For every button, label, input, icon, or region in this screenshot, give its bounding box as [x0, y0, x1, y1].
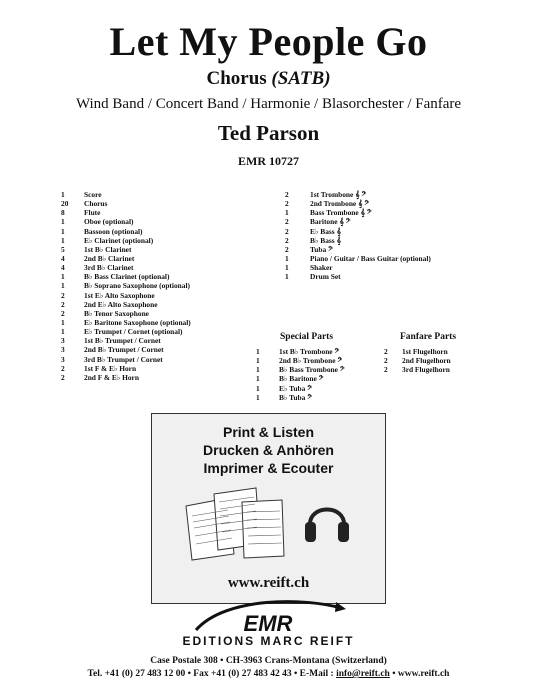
part-row: [61, 345, 191, 354]
part-name: 1st Trombone 𝄞 𝄢: [310, 190, 367, 199]
part-row: [61, 373, 191, 382]
part-name: 2nd F & E♭ Horn: [84, 372, 139, 382]
part-name: Piano / Guitar / Bass Guitar (optional): [310, 253, 431, 263]
part-quantity: 2: [61, 363, 65, 373]
part-quantity: 1: [61, 281, 65, 291]
part-name: Drum Set: [310, 272, 341, 282]
part-name: 3rd B♭ Trumpet / Cornet: [84, 354, 163, 364]
part-quantity: 1: [61, 190, 65, 199]
part-row: [256, 356, 345, 365]
part-name: 1st B♭ Trumpet / Cornet: [84, 336, 161, 346]
part-row: [256, 384, 345, 393]
part-quantity: 1: [61, 235, 65, 245]
part-quantity: 1: [256, 365, 260, 375]
publisher-contact: [0, 669, 537, 679]
part-row: [285, 190, 431, 199]
emr-logo-mark: EMR: [243, 611, 293, 636]
part-name: E♭ Bass 𝄞: [310, 226, 341, 236]
subtitle-main: Chorus: [206, 68, 267, 89]
part-row: [384, 347, 451, 356]
part-row: [384, 365, 451, 374]
part-name: B♭ Bass Clarinet (optional): [84, 272, 170, 282]
part-name: Score: [84, 190, 102, 199]
part-quantity: 1: [285, 272, 289, 282]
part-name: 1st B♭ Trombone 𝄢: [279, 347, 340, 356]
part-quantity: 2: [285, 217, 289, 227]
part-quantity: 3: [61, 336, 65, 346]
part-quantity: 1: [256, 383, 260, 393]
part-name: B♭ Baritone 𝄢: [279, 374, 324, 384]
part-name: Shaker: [310, 263, 333, 273]
part-quantity: 1: [61, 272, 65, 282]
subtitle: [0, 68, 537, 90]
part-quantity: 2: [61, 372, 65, 382]
part-name: 2nd B♭ Trombone 𝄢: [279, 356, 343, 366]
part-name: 1st Flugelhorn: [402, 347, 448, 356]
part-quantity: 2: [285, 235, 289, 245]
part-quantity: 2: [61, 290, 65, 300]
part-quantity: 1: [256, 374, 260, 384]
part-name: Bass Trombone 𝄞 𝄢: [310, 208, 372, 218]
part-quantity: 1: [256, 356, 260, 366]
part-row: [384, 356, 451, 365]
part-row: [61, 227, 191, 236]
part-name: Flute: [84, 208, 101, 218]
part-name: 2nd Flugelhorn: [402, 356, 451, 366]
composer: Ted Parson: [217, 121, 320, 145]
catalog-number: EMR 10727: [238, 154, 299, 168]
part-row: [61, 364, 191, 373]
part-quantity: 1: [61, 226, 65, 236]
part-name: 2nd Trombone 𝄞 𝄢: [310, 199, 370, 209]
part-row: [61, 263, 191, 272]
part-row: [61, 300, 191, 309]
part-row: [61, 208, 191, 217]
fanfare-parts-heading: Fanfare Parts: [400, 332, 457, 342]
part-name: E♭ Clarinet (optional): [84, 235, 154, 245]
part-name: E♭ Trumpet / Cornet (optional): [84, 327, 183, 337]
part-row: [256, 393, 345, 402]
part-row: [285, 272, 431, 281]
part-row: [61, 281, 191, 290]
publisher-name: EDITIONS MARC REIFT: [182, 634, 355, 648]
subtitle-voicing: (SATB): [271, 68, 331, 89]
part-quantity: 5: [61, 244, 65, 254]
part-quantity: 1: [61, 217, 65, 227]
part-row: [285, 199, 431, 208]
part-quantity: 1: [285, 263, 289, 273]
part-row: [61, 272, 191, 281]
headphones-icon: [302, 492, 352, 550]
promo-line-en: Print & Listen: [222, 424, 314, 440]
part-name: E♭ Baritone Saxophone (optional): [84, 317, 191, 327]
publisher-address: Case Postale 308 • CH-3963 Crans-Montana (Switzerland): [150, 656, 387, 666]
contact-email-link[interactable]: info@reift.ch: [336, 669, 390, 679]
part-name: Tuba 𝄢: [310, 244, 333, 254]
part-name: B♭ Tenor Saxophone: [84, 308, 149, 318]
part-quantity: 4: [61, 253, 65, 263]
part-quantity: 3: [61, 345, 65, 355]
part-quantity: 1: [61, 317, 65, 327]
part-row: [61, 355, 191, 364]
part-quantity: 8: [61, 208, 65, 218]
part-row: [61, 199, 191, 208]
page-title: Let My People Go: [109, 19, 428, 64]
part-name: 3rd Flugelhorn: [402, 365, 450, 375]
part-quantity: 1: [256, 392, 260, 402]
band-types: Wind Band / Concert Band / Harmonie / Blasorchester / Fanfare: [75, 96, 462, 112]
sheet-music-icon: [180, 484, 290, 562]
part-quantity: 2: [285, 199, 289, 209]
part-quantity: 2: [384, 356, 388, 366]
part-quantity: 3: [61, 354, 65, 364]
part-quantity: 2: [384, 365, 388, 375]
promo-line-fr: Imprimer & Ecouter: [203, 460, 334, 476]
part-quantity: 1: [285, 253, 289, 263]
part-name: Oboe (optional): [84, 217, 134, 227]
part-row: [256, 365, 345, 374]
part-row: [61, 217, 191, 226]
part-name: 2nd B♭ Clarinet: [84, 253, 135, 263]
part-row: [256, 347, 345, 356]
promo-line-de: Drucken & Anhören: [203, 442, 334, 458]
part-row: [61, 291, 191, 300]
part-row: [256, 374, 345, 383]
part-quantity: 2: [285, 226, 289, 236]
part-name: Bassoon (optional): [84, 226, 143, 236]
part-quantity: 2: [285, 190, 289, 199]
part-name: Chorus: [84, 199, 108, 209]
part-name: E♭ Tuba 𝄢: [279, 383, 312, 393]
part-row: [61, 327, 191, 336]
part-name: 3rd B♭ Clarinet: [84, 263, 134, 273]
part-row: [61, 254, 191, 263]
part-name: 1st E♭ Alto Saxophone: [84, 290, 155, 300]
promo-url[interactable]: www.reift.ch: [227, 575, 310, 591]
part-row: [61, 318, 191, 327]
part-name: B♭ Soprano Saxophone (optional): [84, 281, 190, 291]
part-row: [285, 217, 431, 226]
part-quantity: 1: [61, 327, 65, 337]
contact-phone-fax: Tel. +41 (0) 27 483 12 00 • Fax +41 (0) 27 483 42 43 • E-Mail :: [87, 669, 337, 679]
parts-list-left: [61, 190, 191, 382]
parts-list-right: [285, 190, 431, 281]
part-row: [61, 245, 191, 254]
special-parts-heading: Special Parts: [280, 332, 334, 342]
part-name: B♭ Tuba 𝄢: [279, 392, 312, 402]
contact-website: • www.reift.ch: [389, 669, 450, 679]
part-quantity: 1: [285, 208, 289, 218]
part-row: [61, 336, 191, 345]
part-quantity: 2: [384, 347, 388, 356]
part-quantity: 2: [61, 308, 65, 318]
part-name: 1st B♭ Clarinet: [84, 244, 132, 254]
part-row: [285, 208, 431, 217]
part-row: [285, 227, 431, 236]
part-name: B♭ Bass Trombone 𝄢: [279, 365, 345, 375]
part-row: [61, 236, 191, 245]
part-quantity: 1: [256, 347, 260, 356]
part-row: [285, 236, 431, 245]
part-name: B♭ Bass 𝄞: [310, 235, 341, 245]
print-listen-box: [151, 413, 386, 604]
part-name: Baritone 𝄞 𝄢: [310, 217, 351, 227]
part-quantity: 2: [61, 299, 65, 309]
emr-logo-icon: [186, 600, 351, 636]
special-parts-list: [256, 347, 345, 402]
part-name: 2nd B♭ Trumpet / Cornet: [84, 345, 164, 355]
part-name: 1st F & E♭ Horn: [84, 363, 137, 373]
part-row: [285, 263, 431, 272]
part-row: [61, 190, 191, 199]
part-quantity: 4: [61, 263, 65, 273]
part-row: [285, 254, 431, 263]
part-row: [61, 309, 191, 318]
part-name: 2nd E♭ Alto Saxophone: [84, 299, 158, 309]
part-row: [285, 245, 431, 254]
part-quantity: 2: [285, 244, 289, 254]
fanfare-parts-list: [384, 347, 451, 374]
part-quantity: 20: [61, 199, 69, 209]
